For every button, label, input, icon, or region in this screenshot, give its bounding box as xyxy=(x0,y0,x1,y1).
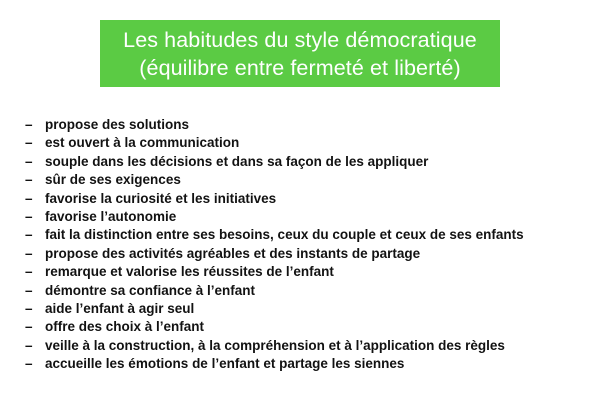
list-item xyxy=(25,282,592,300)
dash-bullet: – xyxy=(25,301,33,317)
dash-bullet: – xyxy=(25,153,33,169)
title-line-2: (équilibre entre fermeté et liberté) xyxy=(139,55,461,80)
list-item xyxy=(25,226,592,244)
list-item-text: offre des choix à l’enfant xyxy=(45,319,205,335)
list-item xyxy=(25,300,592,318)
title-banner xyxy=(100,20,500,87)
list-item-text: démontre sa confiance à l’enfant xyxy=(45,282,256,298)
dash-bullet: – xyxy=(25,172,33,188)
dash-bullet: – xyxy=(25,319,33,335)
list-item-text: veille à la construction, à la compréhension et à l’application des règles xyxy=(45,337,505,353)
list-item-text: fait la distinction entre ses besoins, ceux du couple et ceux de ses enfants xyxy=(45,227,524,243)
list-item xyxy=(25,190,592,208)
list-item-text: favorise l’autonomie xyxy=(45,209,177,225)
list-item xyxy=(25,171,592,189)
dash-bullet: – xyxy=(25,135,33,151)
list-item xyxy=(25,116,592,134)
list-item-text: souple dans les décisions et dans sa façon de les appliquer xyxy=(45,153,429,169)
list-item-text: propose des activités agréables et des instants de partage xyxy=(45,245,421,261)
list-item xyxy=(25,318,592,336)
list-item-text: est ouvert à la communication xyxy=(45,135,240,151)
habit-list xyxy=(0,116,600,374)
list-item-text: propose des solutions xyxy=(45,117,190,132)
list-item-text: favorise la curiosité et les initiatives xyxy=(45,190,277,206)
list-item-text: remarque et valorise les réussites de l’enfant xyxy=(45,264,334,280)
dash-bullet: – xyxy=(25,209,33,225)
list-item xyxy=(25,153,592,171)
dash-bullet: – xyxy=(25,190,33,206)
list-item-text: aide l’enfant à agir seul xyxy=(45,301,195,317)
list-item-text: sûr de ses exigences xyxy=(45,172,181,188)
dash-bullet: – xyxy=(25,117,33,132)
list-item-text: accueille les émotions de l’enfant et partage les siennes xyxy=(45,356,405,372)
list-item xyxy=(25,208,592,226)
list-item xyxy=(25,245,592,263)
list-item xyxy=(25,355,592,373)
dash-bullet: – xyxy=(25,227,33,243)
list-item xyxy=(25,134,592,152)
dash-bullet: – xyxy=(25,264,33,280)
dash-bullet: – xyxy=(25,356,33,372)
title-line-1: Les habitudes du style démocratique xyxy=(123,27,477,52)
dash-bullet: – xyxy=(25,245,33,261)
dash-bullet: – xyxy=(25,282,33,298)
list-item xyxy=(25,263,592,281)
dash-bullet: – xyxy=(25,337,33,353)
list-item xyxy=(25,337,592,355)
